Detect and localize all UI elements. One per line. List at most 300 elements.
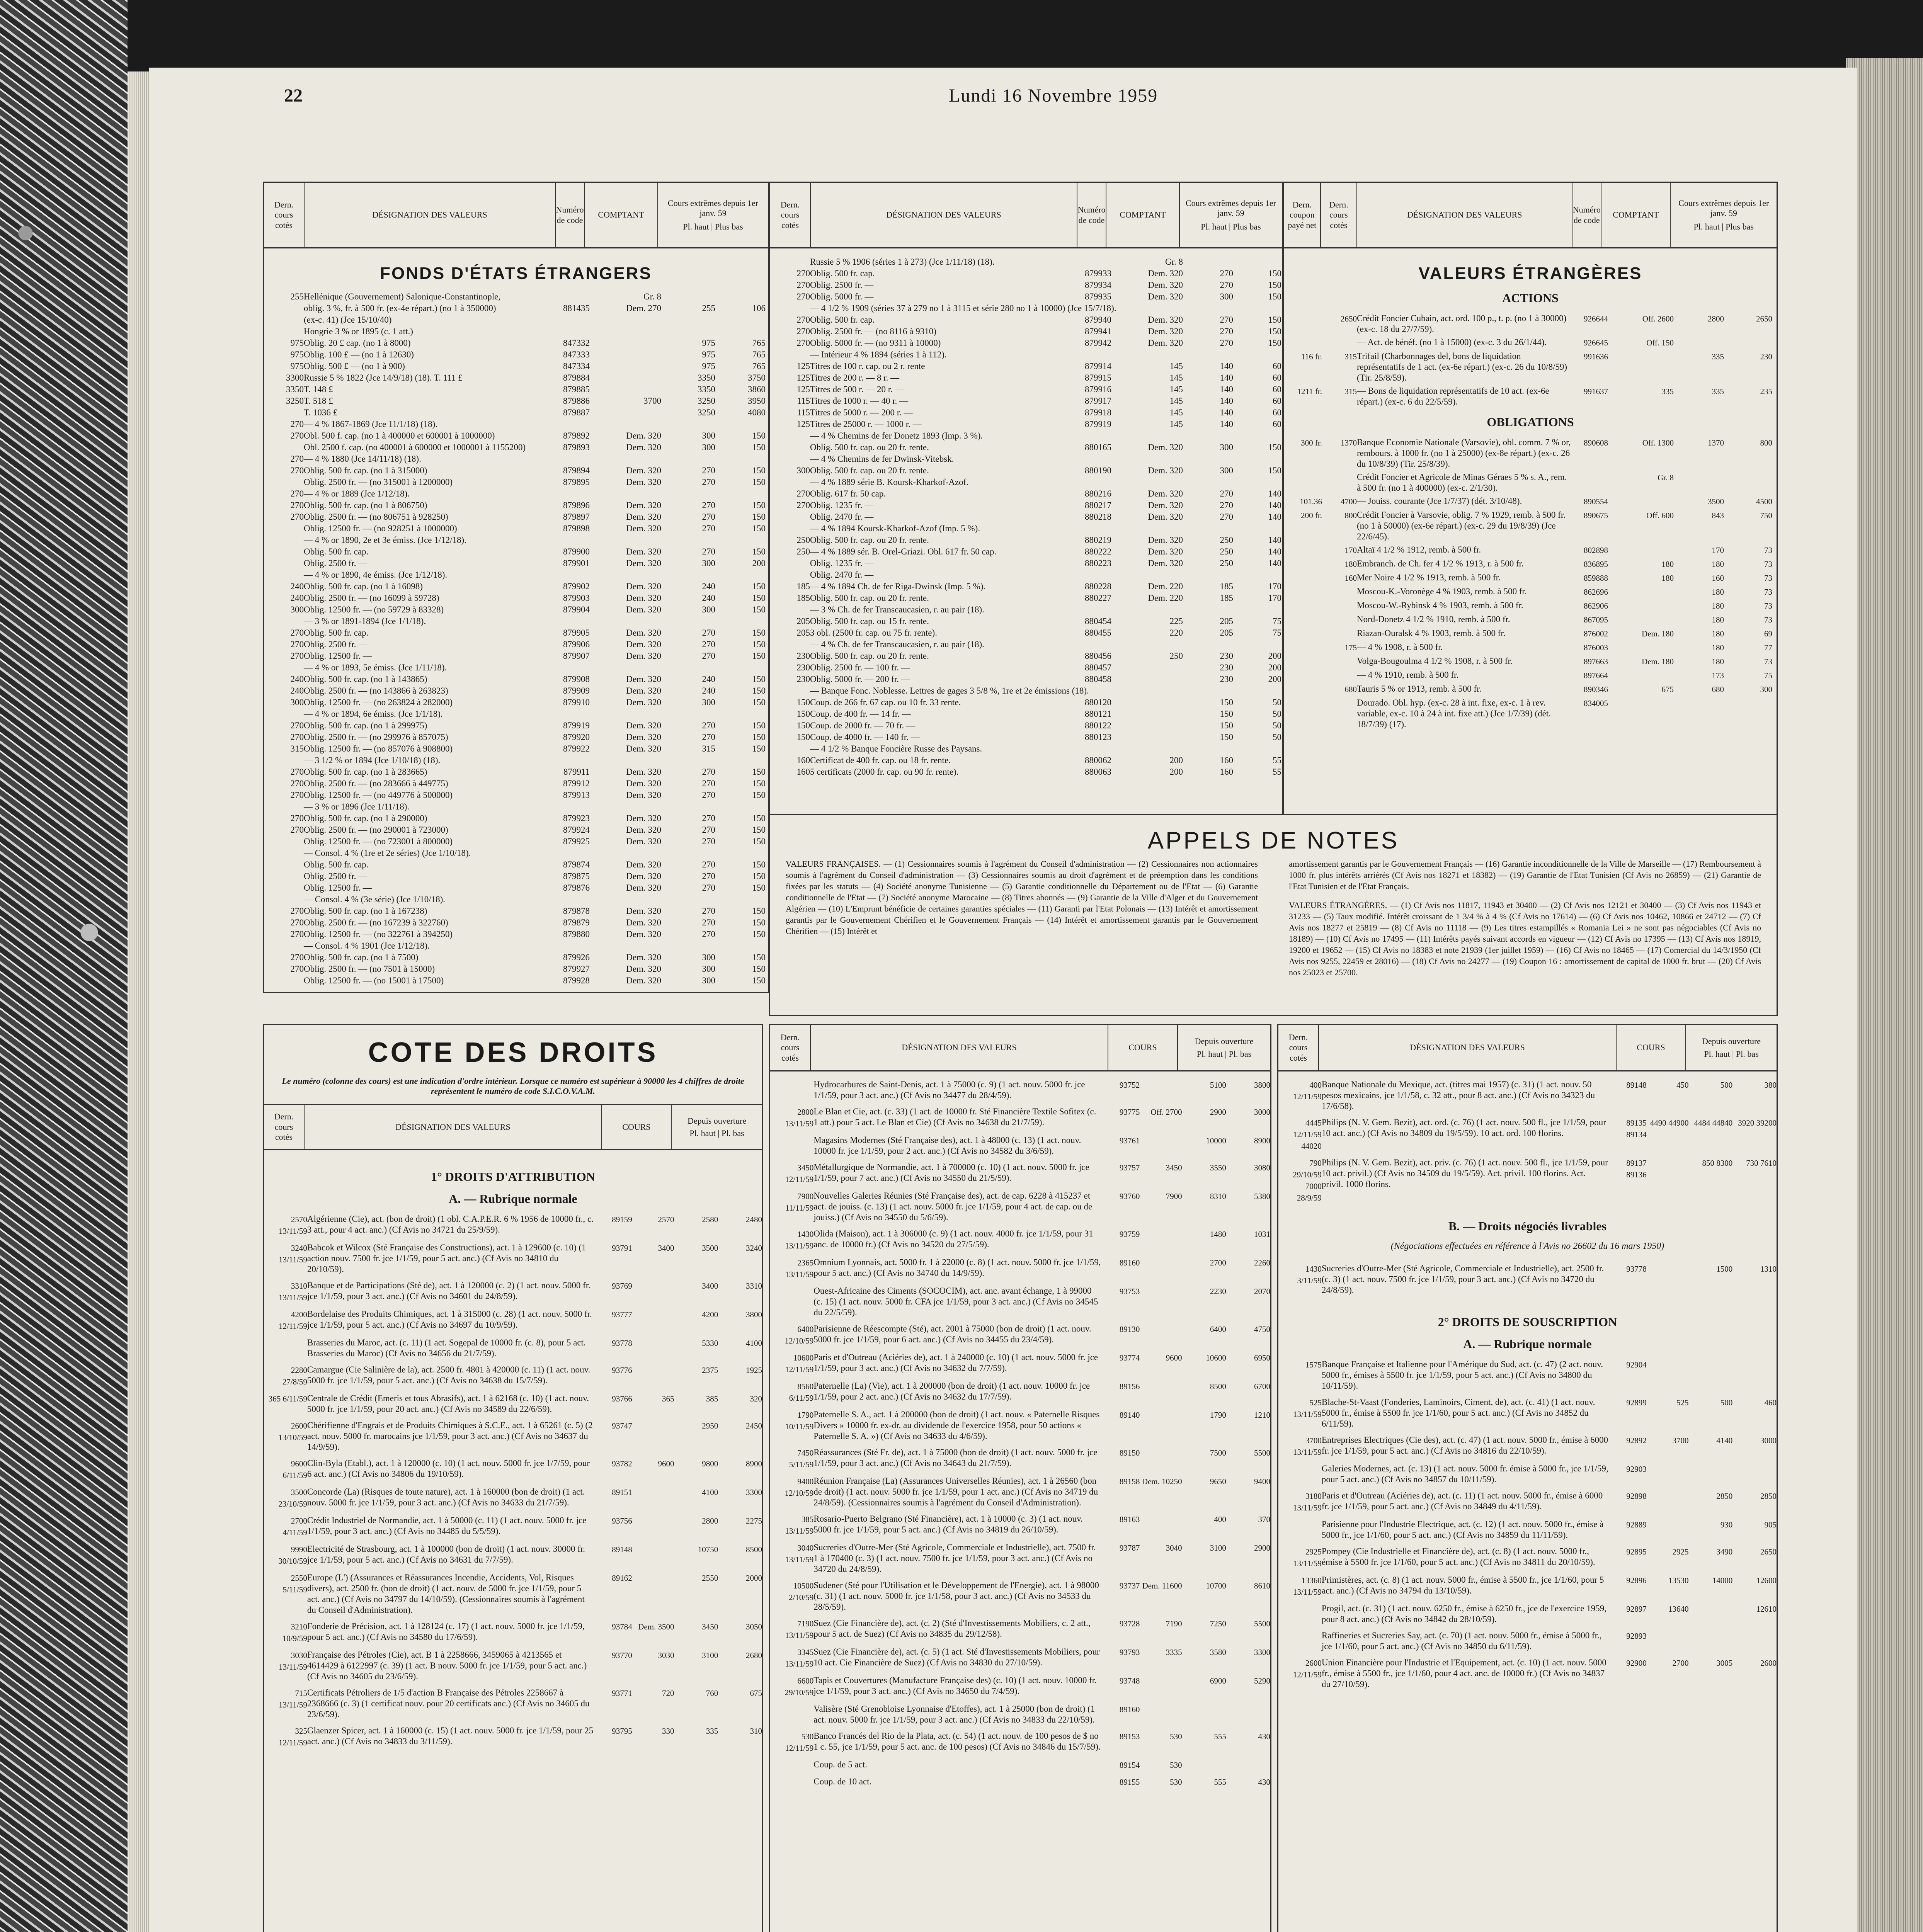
- table-row: [264, 1725, 762, 1748]
- cell-dern: 270: [796, 489, 810, 498]
- cell-bas: 170: [1268, 593, 1281, 603]
- cell-num: 92889: [1626, 1520, 1647, 1529]
- cell-haut: 2950: [702, 1421, 718, 1430]
- cell-cours: Off. 2700: [1150, 1107, 1182, 1117]
- cell-designation: — 4 % 1894 Ch. de fer Riga-Dwinsk (Imp. 5 %).: [810, 582, 986, 591]
- cell-dern: [1322, 670, 1357, 681]
- cell-designation: T. 518 £: [304, 396, 333, 406]
- cell-designation: Oblig. 2500 fr. — (no 143866 à 263823): [304, 686, 448, 696]
- table-row: [770, 639, 1282, 650]
- cell-designation: Oblig. 2500 fr. —: [304, 871, 368, 881]
- cell-designation: Pompey (Cie Industrielle et Financière de), act. (c. 8) (1 act. nouv. 5000 fr., émise à 5500 fr. jce 1/1/60, pour 5 act. anc.) (Cf Avis no 34811 du 20/10/59).: [1321, 1546, 1595, 1567]
- cell-num: 92895: [1626, 1547, 1647, 1556]
- cell-comptant: Dem. 320: [626, 929, 661, 939]
- cell-bas: 430: [1258, 1732, 1271, 1741]
- cell-comptant: Dem. 320: [626, 593, 661, 603]
- table-row: [770, 326, 1282, 337]
- cell-designation: Oblig. 500 fr. cap. ou 20 fr. rente.: [810, 442, 929, 452]
- section-title-fonds: FONDS D'ÉTATS ÉTRANGERS: [380, 264, 652, 283]
- cell-bas: 800: [1760, 438, 1772, 447]
- cell-dern: 2600 13/10/59: [278, 1421, 307, 1442]
- cell-bas: 60: [1273, 419, 1281, 429]
- cell-dern: [773, 1135, 813, 1156]
- cell-num: 89153: [1119, 1732, 1140, 1741]
- cell-designation: Galeries Modernes, act. (c. 13) (1 act. nouv. 5000 fr. émise à 5000 fr., jce 1/1/59, pour 5 act. anc.) (Cf Avis no 34857 du 10/11/59).: [1321, 1464, 1608, 1484]
- table-header: [770, 183, 1282, 248]
- col-code: Numéro de code: [1572, 183, 1601, 247]
- cell-dern: 6600 29/10/59: [785, 1676, 814, 1697]
- cell-comptant: Dem. 320: [1148, 280, 1183, 290]
- cell-haut: 240: [702, 593, 715, 603]
- cell-dern: 270: [290, 489, 304, 498]
- cell-dern: 4700: [1341, 497, 1357, 506]
- col-haut-bas: Pl. haut | Pl. bas: [1196, 1049, 1252, 1059]
- cell-bas: 50: [1273, 721, 1281, 730]
- col-pl-bas: Pl. bas: [1736, 1049, 1759, 1059]
- cell-comptant: 145: [1169, 419, 1183, 429]
- cell-bas: 200: [752, 558, 766, 568]
- cell-code: 879924: [563, 825, 590, 835]
- table-row: [770, 558, 1282, 569]
- cell-dern: 4445 12/11/59 44020: [1293, 1118, 1322, 1151]
- cell-bas: 150: [1268, 466, 1281, 475]
- cell-code: 879913: [563, 790, 590, 800]
- cell-designation: Oblig. 500 fr. cap.: [810, 269, 875, 278]
- cell-cours: 3700: [1672, 1436, 1689, 1445]
- cell-coupon: [1287, 313, 1322, 335]
- cell-num: 93782: [612, 1459, 632, 1468]
- cell-comptant: Gr. 8: [1165, 257, 1183, 267]
- cell-bas: 150: [752, 825, 766, 835]
- table-row: [1278, 1117, 1777, 1152]
- cell-comptant: Gr. 8: [643, 292, 661, 301]
- cell-haut: 180: [1712, 657, 1724, 666]
- cell-bas: 3080: [1254, 1163, 1271, 1172]
- cell-bas: 150: [752, 628, 766, 638]
- cell-comptant: Dem. 320: [626, 651, 661, 661]
- cell-dern: 3700 13/11/59: [1293, 1436, 1322, 1457]
- table-row: [770, 1286, 1270, 1318]
- cell-designation: Oblig. 1235 fr. —: [810, 500, 874, 510]
- cell-bas: 150: [752, 639, 766, 649]
- cell-code: 859888: [1584, 573, 1608, 583]
- cell-num: 92904: [1626, 1360, 1647, 1369]
- cell-designation: Oblig. 2470 fr. —: [810, 570, 874, 580]
- cell-code: 879878: [563, 906, 590, 916]
- cell-haut: 300: [702, 442, 715, 452]
- cell-designation: Electricité de Strasbourg, act. 1 à 100000 (bon de droit) (1 act. nouv. 30000 fr. jce 1/1/59, pour 5 act. anc.) (Cf Avis no 34631 du 7/7/59).: [307, 1544, 585, 1565]
- cell-cours: [1140, 1381, 1182, 1404]
- cell-dern: [1281, 1603, 1322, 1625]
- cell-cours: 530: [1170, 1777, 1182, 1787]
- cell-cours: 7900: [1166, 1192, 1182, 1201]
- cell-dern: [1322, 337, 1357, 349]
- cell-designation: Embranch. de Ch. fer 4 1/2 % 1913, r. à 500 fr.: [1357, 559, 1524, 568]
- table-row: [1278, 1490, 1777, 1514]
- cell-dern: 125: [796, 373, 810, 383]
- table-row: [264, 743, 768, 755]
- cell-comptant: Dem. 320: [626, 860, 661, 869]
- section-droits-souscription: 2° DROITS DE SOUSCRIPTION: [1438, 1315, 1617, 1329]
- cell-code: 879880: [563, 929, 590, 939]
- cell-designation: Oblig. 500 fr. cap.: [304, 547, 369, 556]
- cell-designation: Olida (Maison), act. 1 à 306000 (c. 9) (1 act. nouv. 4000 fr. jce 1/1/59, pour 31 anc. de 10000 fr.) (Cf Avis no 34520 du 27/5/59).: [813, 1229, 1093, 1249]
- table-row: [1284, 656, 1777, 667]
- cell-bas: 460: [1764, 1398, 1777, 1407]
- cell-bas: 150: [752, 442, 766, 452]
- table-row: [770, 500, 1282, 511]
- cell-haut: 270: [702, 906, 715, 916]
- cell-num: 93793: [1119, 1648, 1140, 1657]
- cell-code: 879914: [1085, 361, 1111, 371]
- cell-haut: 140: [1220, 408, 1233, 417]
- cell-designation: Progil, act. (c. 31) (1 act. nouv. 6250 fr., émise à 6250 fr., jce de l'exercice 1959, pour 8 act. anc.) (Cf Avis no 34842 du 28/10/59).: [1321, 1604, 1606, 1624]
- cell-haut: 180: [1712, 629, 1724, 638]
- table-row: [264, 673, 768, 685]
- cell-bas: 150: [1268, 280, 1281, 290]
- cell-designation: Chérifienne d'Engrais et de Produits Chimiques à S.C.E., act. 1 à 65261 (c. 5) (2 act. nouv. 5000 fr. marocains jce 1/1/59, pour 3 act. anc.) (Cf Avis no 34637 du 14/9/59).: [307, 1420, 593, 1452]
- cell-haut: 4100: [702, 1488, 718, 1497]
- fonds-rows: [264, 291, 768, 986]
- cell-designation: Oblig. 12500 fr. — (no 59729 à 83328): [304, 605, 444, 614]
- table-row: [264, 697, 768, 708]
- cell-code: 876002: [1584, 629, 1608, 638]
- droits-col3-rows-c: [1278, 1359, 1777, 1690]
- cell-designation: Paris et d'Outreau (Aciéries de), act. 1 à 240000 (c. 10) (1 act. nouv. 5000 fr. jce 1/1/59, pour 3 act. anc.) (Cf Avis no 34632 du 7/7/59).: [813, 1352, 1098, 1373]
- cell-code: 880222: [1085, 547, 1111, 556]
- cell-haut: 300: [702, 952, 715, 962]
- cell-designation: — 4 % 1908, r. à 500 fr.: [1357, 642, 1443, 652]
- cell-designation: Trifail (Charbonnages del, bons de liquidation représentatifs de 1 act. (ex-6e répart.) (ex-c. 26 du 10/8/59) (Tir. 25/8/59).: [1357, 351, 1567, 383]
- table-row: [770, 1190, 1270, 1223]
- cell-haut: 2800: [702, 1516, 718, 1526]
- cell-haut: 250: [1220, 558, 1233, 568]
- cell-code: 879919: [563, 721, 590, 730]
- table-row: [264, 1486, 762, 1510]
- cell-dern: 4200 12/11/59: [278, 1310, 307, 1331]
- cell-comptant: Dem. 320: [626, 605, 661, 614]
- cell-dern: 270: [796, 292, 810, 301]
- page-number: 22: [284, 85, 303, 106]
- cell-haut: 400: [1214, 1515, 1226, 1524]
- table-row: [1284, 472, 1777, 493]
- cell-coupon: [1287, 656, 1322, 667]
- cell-bas: 150: [752, 686, 766, 696]
- cell-designation: Hongrie 3 % or 1895 (c. 1 att.): [304, 327, 413, 336]
- cell-code: 836895: [1584, 560, 1608, 569]
- cell-dern: 270: [796, 338, 810, 348]
- cell-designation: (ex-c. 41) (Jce 15/10/40): [304, 315, 392, 325]
- cell-designation: Parisienne de Réescompte (Sté), act. 2001 à 75000 (bon de droit) (1 act. nouv. 5000 fr. jce 1/1/59, pour 6 act. anc.) (Cf Avis no 34455 du 23/4/59).: [813, 1324, 1091, 1344]
- cell-cours: [1140, 1135, 1182, 1156]
- cell-haut: 270: [702, 779, 715, 788]
- cell-code: 991637: [1584, 387, 1608, 396]
- cell-dern: 3345 13/11/59: [785, 1648, 814, 1668]
- cell-bas: 730 7610: [1746, 1158, 1777, 1168]
- cell-num: 93775: [1119, 1107, 1140, 1117]
- cell-designation: — Banque Fonc. Noblesse. Lettres de gages 3 5/8 %, 1re et 2e émissions (18).: [810, 686, 1089, 696]
- cell-designation: Magasins Modernes (Sté Française des), act. 1 à 48000 (c. 13) (1 act. nouv. 10000 fr. jce 1/1/59, pour 2 act. anc.) (Cf Avis no 34582 du 3/6/59).: [813, 1135, 1081, 1156]
- cell-comptant: Dem. 320: [626, 547, 661, 556]
- table-row: [1278, 1263, 1777, 1296]
- table-row: [1284, 437, 1777, 469]
- cell-bas: 60: [1273, 408, 1281, 417]
- cell-num: 93778: [1626, 1264, 1647, 1274]
- cell-haut: 185: [1220, 593, 1233, 603]
- cell-code: 890346: [1584, 685, 1608, 694]
- cell-haut: 3580: [1210, 1648, 1226, 1657]
- cell-designation: Oblig. 500 £ — (no 1 à 900): [304, 361, 405, 371]
- cell-designation: Banque et de Participations (Sté de), act. 1 à 120000 (c. 2) (1 act. nouv. 5000 fr. jce 1/1/59, pour 3 act. anc.) (Cf Avis no 34601 du 24/8/59).: [307, 1281, 591, 1301]
- cell-dern: 270: [290, 929, 304, 939]
- cell-designation: Suez (Cie Financière de), act. (c. 5) (1 act. Sté d'Investissements Mobiliers, pour 10 act. Cie Financière de Suez) (Cf Avis no 34830 du 27/10/59).: [813, 1647, 1100, 1667]
- col-comptant: COMPTANT: [585, 183, 658, 247]
- col-dern-cours: Dern. cours cotés: [770, 183, 811, 247]
- cell-haut: 10700: [1206, 1581, 1226, 1590]
- table-row: [264, 894, 768, 905]
- cell-code: 880455: [1085, 628, 1111, 638]
- rubrique-normale-2: A. — Rubrique normale: [1463, 1337, 1592, 1351]
- cell-dern: [773, 1079, 813, 1101]
- cell-dern: 2365 13/11/59: [785, 1258, 814, 1279]
- cell-designation: Oblig. 2470 fr. —: [810, 512, 874, 522]
- col-cours-extremes: [1671, 183, 1777, 247]
- cell-comptant: 3700: [643, 396, 661, 406]
- table-row: [264, 569, 768, 581]
- appels-de-notes: [769, 815, 1778, 1016]
- cell-haut: [1688, 1463, 1732, 1485]
- cell-dern: 3310 13/11/59: [278, 1281, 307, 1302]
- cell-dern: 365 6/11/59: [268, 1394, 307, 1403]
- table-row: [770, 743, 1282, 755]
- cell-dern: 3040 13/11/59: [785, 1543, 814, 1564]
- cell-code: 879885: [563, 384, 590, 394]
- cell-haut: 3100: [1210, 1543, 1226, 1553]
- table-row: [770, 1079, 1270, 1101]
- table-row: [264, 616, 768, 627]
- cell-bas: 200: [1268, 663, 1281, 672]
- cell-designation: — 4 % or 1890, 4e émiss. (Jce 1/12/18).: [304, 570, 448, 580]
- cell-designation: Nouvelles Galeries Réunies (Sté Française des), act. de cap. 6228 à 415237 et act. de jouiss. (c. 13) (1 act. nouv. 5000 fr. jce 1/1/59, pour 4 act. de cap. ou de jouiss.) (Cf Avis no 34550 du 5/6/59).: [813, 1191, 1093, 1222]
- cell-designation: — 3 % or 1891-1894 (Jce 1/1/18).: [304, 616, 426, 626]
- cell-comptant: Dem. 320: [626, 558, 661, 568]
- cell-coupon: [1287, 600, 1322, 612]
- col-designation: DÉSIGNATION DES VALEURS: [305, 183, 556, 247]
- cell-cours: 330: [662, 1726, 674, 1736]
- cell-haut: 173: [1712, 671, 1724, 680]
- table-row: [1278, 1079, 1777, 1112]
- cell-haut: 10000: [1206, 1136, 1226, 1145]
- cell-dern: 2600 12/11/59: [1293, 1658, 1322, 1679]
- cell-comptant: Dem. 320: [1148, 558, 1183, 568]
- cell-dern: [267, 1337, 307, 1359]
- cell-bas: 3300: [1254, 1648, 1271, 1657]
- table-row: [264, 975, 768, 986]
- cell-bas: 150: [752, 512, 766, 522]
- cell-haut: 230: [1220, 663, 1233, 672]
- cell-num: 92892: [1626, 1436, 1647, 1445]
- cell-bas: 150: [752, 767, 766, 777]
- cell-haut: 160: [1220, 755, 1233, 765]
- cell-code: 847334: [563, 361, 590, 371]
- cell-dern: 7190 13/11/59: [785, 1619, 814, 1640]
- table-row: [264, 511, 768, 523]
- cell-dern: 205: [796, 616, 810, 626]
- cell-dern: 240: [290, 674, 304, 684]
- cell-num: 93759: [1119, 1230, 1140, 1239]
- cell-dern: 9400 12/10/59: [785, 1477, 814, 1498]
- table-row: [770, 569, 1282, 581]
- cell-bas: 150: [752, 500, 766, 510]
- cell-cours: [1647, 1263, 1689, 1296]
- cell-bas: 75: [1273, 616, 1281, 626]
- cell-comptant: 145: [1169, 361, 1183, 371]
- cell-designation: Oblig. 12500 fr. — (no 928251 à 1000000): [304, 524, 457, 533]
- table-row: [1278, 1397, 1777, 1429]
- table-row: [770, 546, 1282, 558]
- cell-comptant: Dem. 320: [626, 976, 661, 985]
- col-depuis-ouverture: [1178, 1025, 1270, 1070]
- col-cours-extremes: [1180, 183, 1282, 247]
- cell-haut: [1182, 1704, 1226, 1725]
- cell-designation: Paternelle S. A., act. 1 à 200000 (bon de droit) (1 act. nouv. « Paternelle Risques Divers » 10000 fr. ex-dr. au dividende de l'exercice 1958, pour 50 actions « Paternelle S. A. ») (Cf Avis no 34633 du 4/6/59).: [813, 1410, 1100, 1441]
- cell-code: 879919: [1085, 419, 1111, 429]
- table-row: [264, 662, 768, 673]
- col-designation: DÉSIGNATION DES VALEURS: [811, 183, 1077, 247]
- cell-bas: 5380: [1254, 1192, 1271, 1201]
- table-row: [264, 905, 768, 917]
- cell-bas: 3310: [745, 1281, 762, 1291]
- cell-bas: [1226, 1704, 1270, 1725]
- cell-dern: 270: [290, 651, 304, 661]
- cell-designation: Tauris 5 % or 1913, remb. à 500 fr.: [1357, 684, 1482, 694]
- cell-cours: [1140, 1286, 1182, 1318]
- table-row: [770, 1675, 1270, 1698]
- cell-haut: 7250: [1210, 1619, 1226, 1628]
- table-row: [1284, 628, 1777, 639]
- cell-designation: Glaenzer Spicer, act. 1 à 160000 (c. 15) (1 act. nouv. 5000 fr. jce 1/1/59, pour 25 act. anc.) (Cf Avis no 34833 du 3/11/59).: [307, 1726, 594, 1746]
- cell-code: 879933: [1085, 269, 1111, 278]
- table-row: [770, 1731, 1270, 1754]
- cell-comptant: 200: [1169, 755, 1183, 765]
- cell-designation: Oblig. 12500 fr. — (no 857076 à 908800): [304, 744, 453, 753]
- cell-cours: [1647, 1463, 1689, 1485]
- table-row: [1284, 642, 1777, 653]
- col-pl-haut: Pl. haut: [683, 221, 709, 231]
- cell-bas: 150: [1268, 327, 1281, 336]
- cell-dern: 270: [290, 419, 304, 429]
- cell-designation: — 4 % or 1889 (Jce 1/12/18).: [304, 489, 410, 498]
- cell-cours: 13640: [1668, 1604, 1689, 1614]
- cell-dern: 270: [290, 454, 304, 464]
- table-row: [264, 430, 768, 442]
- cell-dern: 250: [796, 547, 810, 556]
- cell-dern: 270: [290, 732, 304, 742]
- cell-designation: — Bons de liquidation représentatifs de 10 act. (ex-6e répart.) (ex-c. 6 du 22/5/59).: [1357, 386, 1549, 406]
- cell-code: 880123: [1085, 732, 1111, 742]
- table-row: [264, 627, 768, 639]
- cell-haut: [1688, 1603, 1732, 1625]
- cell-haut: 270: [702, 477, 715, 487]
- table-header: [770, 1025, 1270, 1071]
- cell-haut: 160: [1220, 767, 1233, 777]
- cell-num: 89154: [1119, 1760, 1140, 1770]
- table-row: [770, 418, 1282, 430]
- cell-cours: 525: [1676, 1398, 1689, 1407]
- table-row: [264, 731, 768, 743]
- table-row: [264, 523, 768, 534]
- cell-haut: 300: [702, 976, 715, 985]
- cell-haut: 170: [1712, 546, 1724, 555]
- cell-designation: Oblig. 12500 fr. — (no 723001 à 800000): [304, 837, 453, 846]
- cell-code: 880228: [1085, 582, 1111, 591]
- col-plus-bas: Plus bas: [715, 221, 743, 231]
- table-row: [1278, 1630, 1777, 1652]
- cell-bas: 73: [1764, 546, 1772, 555]
- cell-coupon: [1287, 586, 1322, 598]
- cell-bas: 50: [1273, 709, 1281, 719]
- cell-designation: Moscou-K.-Voronège 4 % 1903, remb. à 500 fr.: [1357, 587, 1527, 596]
- cell-cours: [1140, 1323, 1182, 1347]
- col-designation: DÉSIGNATION DES VALEURS: [1319, 1025, 1617, 1070]
- cell-num: 93774: [1119, 1353, 1140, 1362]
- cell-bas: 3800: [1254, 1080, 1271, 1090]
- table-row: [770, 1106, 1270, 1129]
- cell-haut: 850 8300: [1702, 1158, 1733, 1168]
- cell-dern: [1322, 586, 1357, 598]
- cell-designation: Bordelaise des Produits Chimiques, act. 1 à 315000 (c. 28) (1 act. nouv. 5000 fr. jce 1/1/59, pour 5 act. anc.) (Cf Avis no 34697 du 10/9/59).: [307, 1309, 592, 1330]
- cell-code: 880216: [1085, 489, 1111, 498]
- cell-designation: Oblig. 500 fr. cap. (no 1 à 290000): [304, 813, 427, 823]
- cell-bas: 8900: [1254, 1136, 1271, 1145]
- cell-haut: 3005: [1716, 1658, 1733, 1668]
- cell-dern: 230: [796, 663, 810, 672]
- col-designation: DÉSIGNATION DES VALEURS: [1357, 183, 1572, 247]
- cell-code: 879898: [563, 524, 590, 533]
- cell-bas: 4750: [1254, 1325, 1271, 1334]
- cell-dern: 9600 6/11/59: [282, 1459, 307, 1480]
- cell-code: 879942: [1085, 338, 1111, 348]
- cell-bas: 150: [752, 674, 766, 684]
- table-row: [264, 407, 768, 418]
- cell-designation: Omnium Lyonnais, act. 5000 fr. 1 à 22000 (c. 8) (1 act. nouv. 5000 fr. jce 1/1/59, pour 5 act. anc.) (Cf Avis no 34740 du 14/9/59).: [813, 1257, 1101, 1278]
- cell-designation: Coup. de 4000 fr. — 140 fr. —: [810, 732, 920, 742]
- cell-num: 89135 89134: [1626, 1118, 1647, 1139]
- table-row: [770, 1580, 1270, 1612]
- cell-dern: 270: [290, 767, 304, 777]
- cell-designation: T. 1036 £: [304, 408, 338, 417]
- cell-designation: — 4 % 1894 Koursk-Kharkof-Azof (Imp. 5 %).: [810, 524, 980, 533]
- table-row: [264, 361, 768, 372]
- cell-dern: 115: [797, 408, 810, 417]
- cell-haut: 975: [702, 361, 715, 371]
- table-row: [264, 592, 768, 604]
- cell-code: 879900: [563, 547, 590, 556]
- cell-haut: 300: [702, 697, 715, 707]
- cell-dern: [1322, 628, 1357, 639]
- cell-designation: Europe (L') (Assurances et Réassurances Incendie, Accidents, Vol, Risques divers), act. 2500 fr. (bon de droit) (1 act. nouv. de 5000 fr. jce 1/1/59, pour 5 act. anc.) (Cf Avis no 34797 du 14/10/59). (Cessionnaires soumis à l'agrément du Conseil d'Administration).: [307, 1573, 585, 1615]
- table-row: [1278, 1657, 1777, 1690]
- cell-dern: 525 13/11/59: [1293, 1398, 1322, 1419]
- table-row: [770, 303, 1282, 314]
- col-dern-cours: Dern. cours cotés: [264, 1105, 305, 1149]
- cell-code: 880190: [1085, 466, 1111, 475]
- cell-comptant: [1608, 670, 1674, 681]
- cell-code: [1573, 472, 1608, 493]
- table-row: [770, 372, 1282, 384]
- table-row: [770, 1409, 1270, 1442]
- cell-dern: [773, 1704, 813, 1725]
